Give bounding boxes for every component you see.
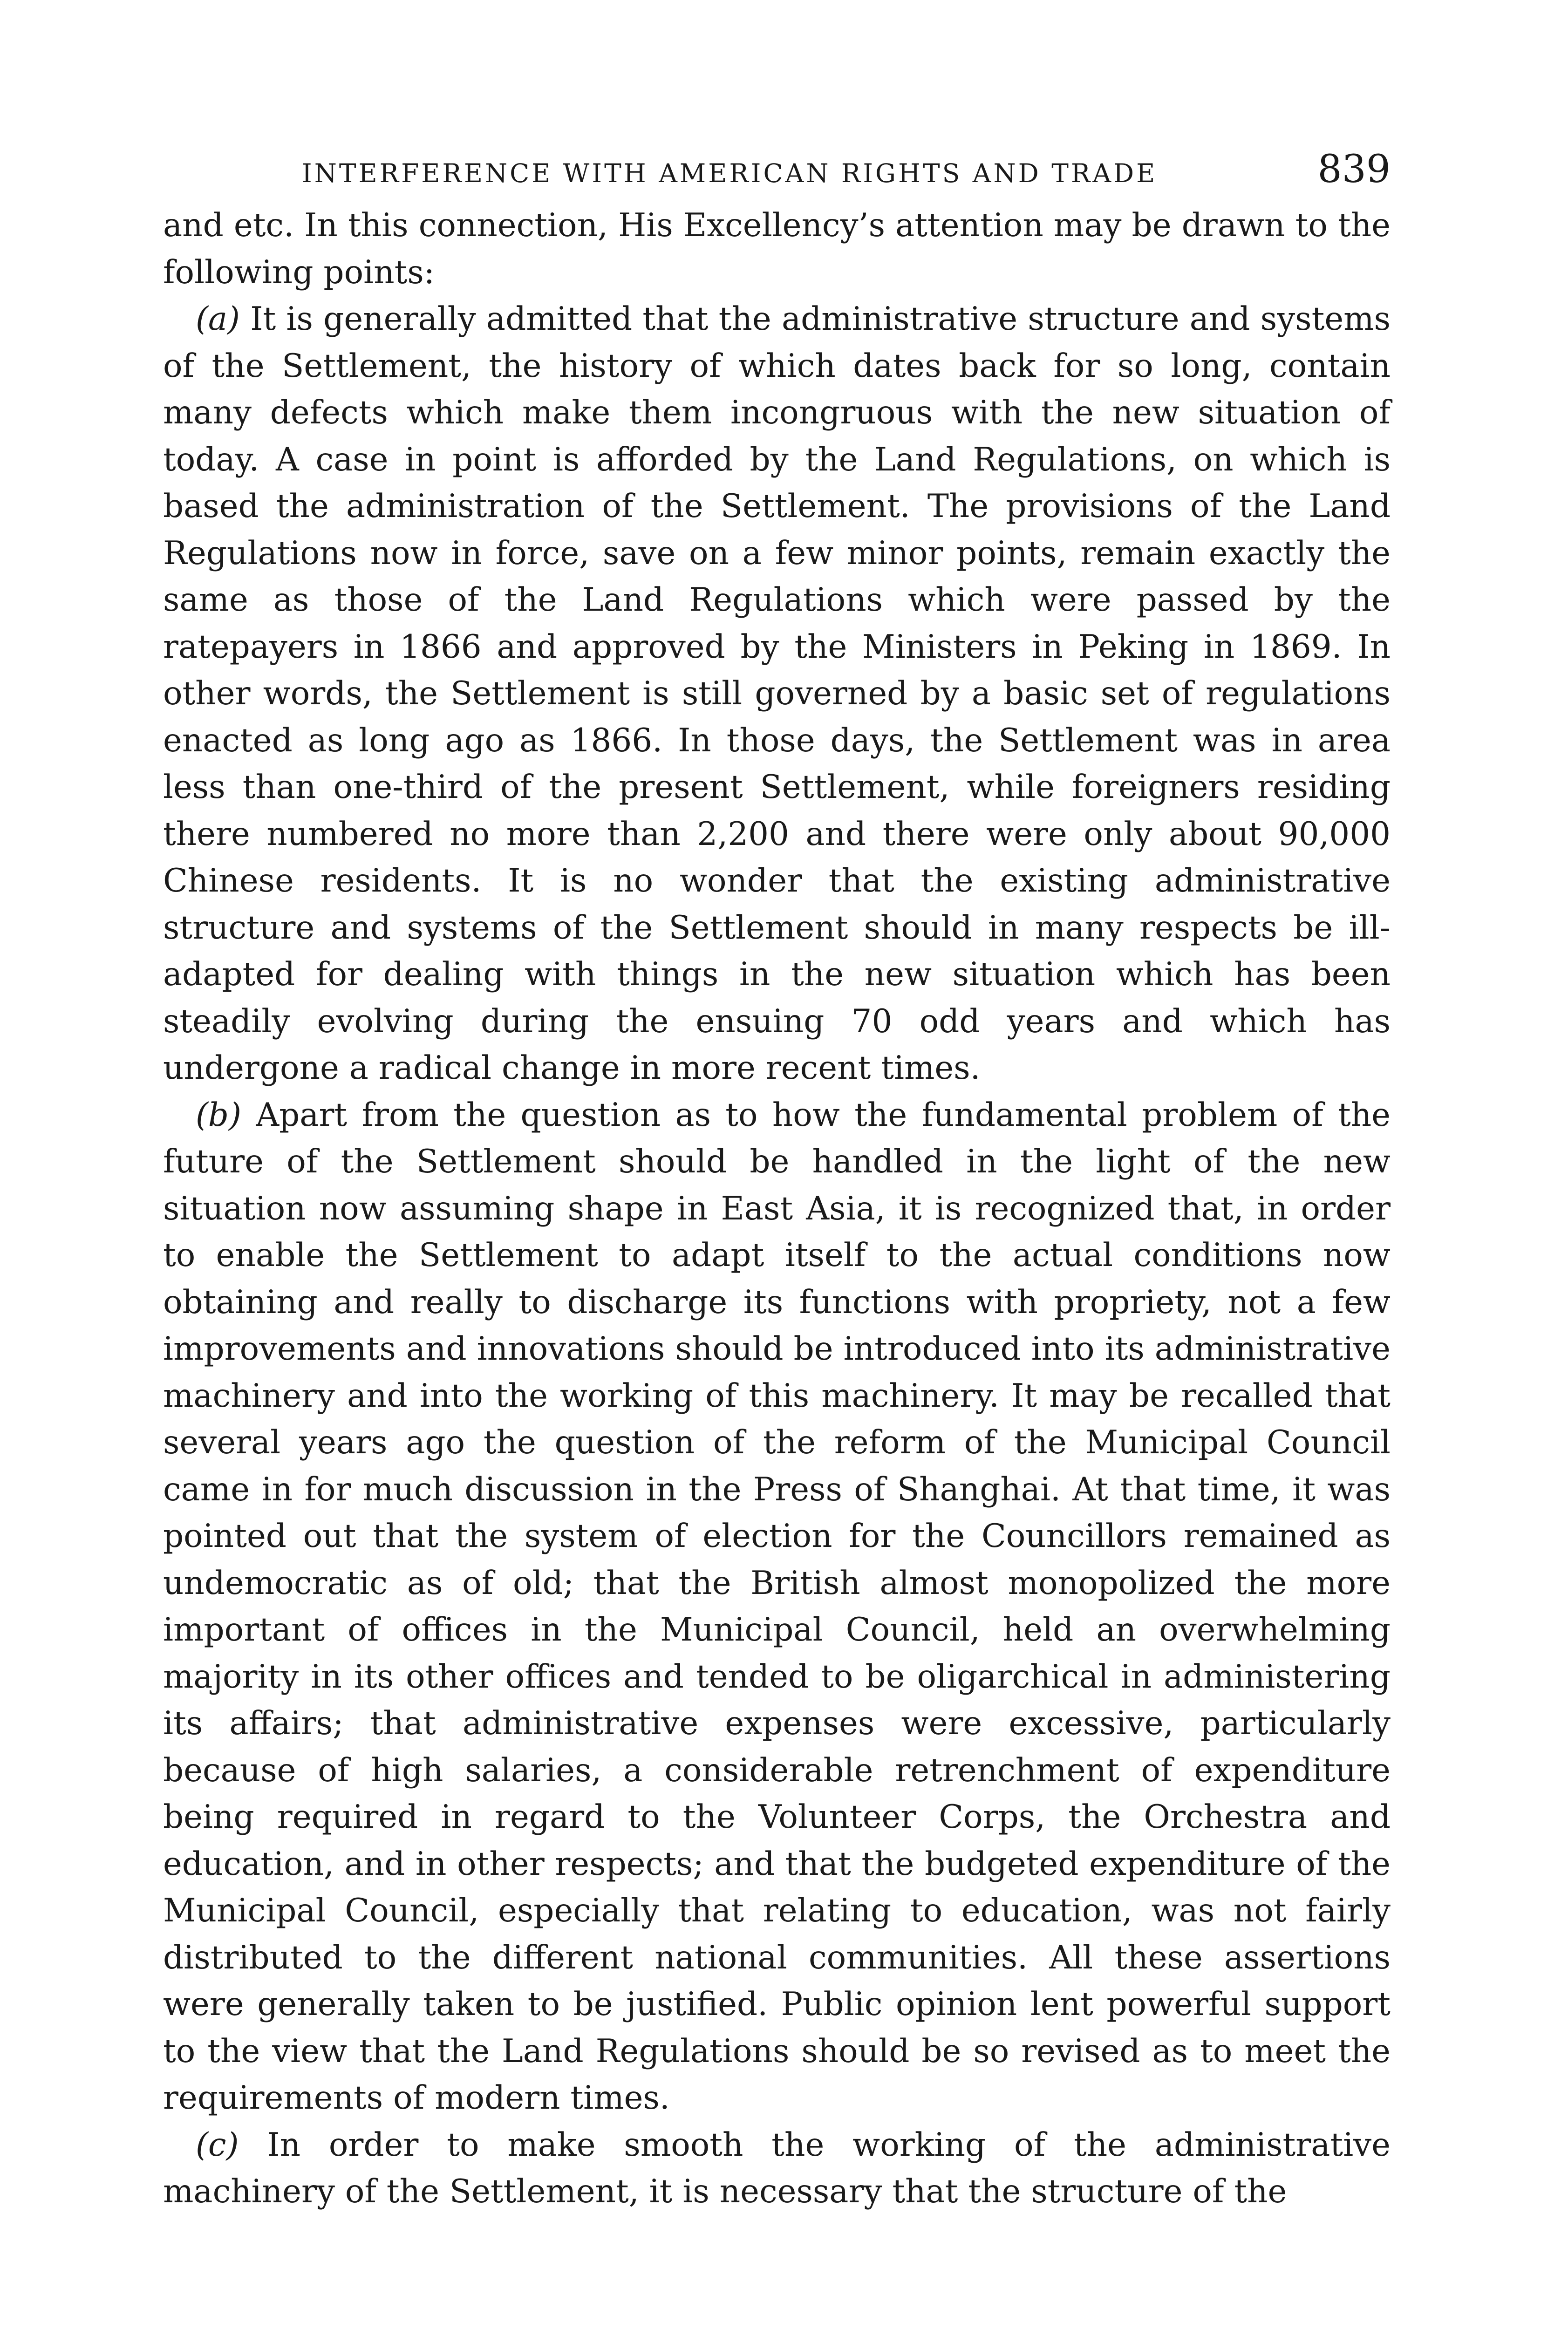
running-title: INTERFERENCE WITH AMERICAN RIGHTS AND TRADE [302, 158, 1158, 188]
body-text [163, 202, 1391, 2215]
point-label: (b) [196, 1096, 242, 1134]
paragraph-text: In order to make smooth the working of the administrative machinery of the Settlement, it is necessary that the structure of the [163, 2126, 1391, 2210]
document-page [163, 140, 1391, 2215]
paragraph-point-b [163, 1092, 1391, 2122]
paragraph-point-a [163, 296, 1391, 1092]
page-number: 839 [1317, 147, 1391, 191]
paragraph-text: Apart from the question as to how the fundamental problem of the future of the Settlement should be handled in the light of the new situation now assuming shape in East Asia, it is recognized that, in order to enable the Settlement to adapt itself to the actual conditions now obtaining and really to discharge its functions with propriety, not a few improvements and innovations should be introduced into its administrative machinery and into the working of this machinery. It may be recalled that several years ago the question of the reform of the Municipal Council came in for much discussion in the Press of Shanghai. At that time, it was pointed out that the system of election for the Councillors remained as undemocratic as of old; that the British almost monopolized the more important of offices in the Municipal Council, held an overwhelming majority in its other offices and tended to be oligarchical in administering its affairs; that administrative expenses were excessive, particularly because of high salaries, a considerable retrenchment of expenditure being required in regard to the Volunteer Corps, the Orchestra and education, and in other respects; and that the budgeted expenditure of the Municipal Council, especially that relating to education, was not fairly distributed to the different national communities. All these assertions were generally taken to be justified. Public opinion lent powerful support to the view that the Land Regulations should be so revised as to meet the requirements of modern times. [163, 1096, 1391, 2117]
paragraph-intro [163, 202, 1391, 296]
paragraph-text: It is generally admitted that the administrative structure and systems of the Settlement, the history of which dates back for so long, contain many defects which make them incongruous with the new situation of today. A case in point is afforded by the Land Regulations, on which is based the administration of the Settlement. The provisions of the Land Regulations now in force, save on a few minor points, remain exactly the same as those of the Land Regulations which were passed by the ratepayers in 1866 and approved by the Ministers in Peking in 1869. In other words, the Settlement is still governed by a basic set of regulations enacted as long ago as 1866. In those days, the Settlement was in area less than one-third of the present Settlement, while foreigners residing there numbered no more than 2,200 and there were only about 90,000 Chinese residents. It is no wonder that the existing administrative structure and systems of the Settlement should in many respects be ill-adapted for dealing with things in the new situation which has been steadily evolving during the ensuing 70 odd years and which has undergone a radical change in more recent times. [163, 300, 1391, 1087]
paragraph-point-c [163, 2122, 1391, 2215]
running-header [163, 140, 1391, 196]
point-label: (a) [196, 300, 240, 338]
paragraph-text: and etc. In this connection, His Excellency’s attention may be drawn to the following points: [163, 207, 1391, 291]
point-label: (c) [196, 2126, 239, 2164]
